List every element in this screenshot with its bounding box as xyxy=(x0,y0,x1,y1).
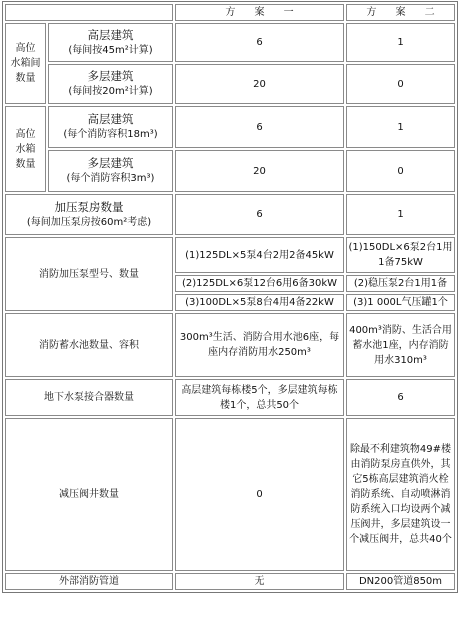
valve-well-b: 除最不利建筑物49#楼由消防泵房直供外，其它5栋高层建筑消火栓消防系统、自动喷淋消防系统入口均设两个减压阀井，多层建筑设一个减压阀井，总共40个 xyxy=(346,418,455,571)
outdoor-pipe-b: DN200管道850m xyxy=(346,573,455,590)
adapter-a: 高层建筑每栋楼5个，多层建筑每栋楼1个，总共50个 xyxy=(175,379,344,416)
tank-room-high-name: 高层建筑 xyxy=(87,27,134,42)
scheme-comparison-table xyxy=(2,1,458,593)
pump-model-label: 消防加压泵型号、数量 xyxy=(5,237,173,311)
tank-room-high-label xyxy=(48,23,173,62)
valve-well-a: 0 xyxy=(175,418,344,571)
tank-room-multi-b: 0 xyxy=(346,64,455,104)
tank-group-label: 高位 水箱 数量 xyxy=(5,106,46,192)
header-row xyxy=(5,4,455,21)
header-blank-cell xyxy=(5,4,173,21)
outdoor-pipe-label: 外部消防管道 xyxy=(5,573,173,590)
tank-high-label xyxy=(48,106,173,148)
pump-model-b-1: (1)150DL×6泵2台1用1备75kW xyxy=(346,237,455,273)
valve-well-label: 减压阀井数量 xyxy=(5,418,173,571)
pump-model-a-1: (1)125DL×5泵4台2用2备45kW xyxy=(175,237,344,273)
table-row xyxy=(5,237,455,273)
outdoor-pipe-a: 无 xyxy=(175,573,344,590)
tank-multi-note: (每个消防容积3m³) xyxy=(66,173,155,184)
tank-room-group-label: 高位 水箱间 数量 xyxy=(5,23,46,104)
tank-room-multi-a: 20 xyxy=(175,64,344,104)
pump-model-a-3: (3)100DL×5泵8台4用4备22kW xyxy=(175,294,344,311)
tank-room-high-note: (每间按45m²计算) xyxy=(68,44,153,56)
table-row xyxy=(5,106,455,148)
table-row xyxy=(5,379,455,416)
table-row xyxy=(5,573,455,590)
pump-room-a: 6 xyxy=(175,194,344,235)
pump-room-name: 加压泵房数量 xyxy=(54,199,124,214)
pump-room-note: (每间加压泵房按60m²考虑) xyxy=(26,216,152,228)
tank-multi-b: 0 xyxy=(346,150,455,192)
pump-model-b-2: (2)稳压泵2台1用1备 xyxy=(346,275,455,292)
table-row xyxy=(5,64,455,104)
tank-high-note: (每个消防容积18m³) xyxy=(63,129,158,140)
reservoir-a: 300m³生活、消防合用水池6座，每座内存消防用水250m³ xyxy=(175,313,344,377)
tank-multi-name: 多层建筑 xyxy=(87,156,134,170)
table-row xyxy=(5,23,455,62)
pump-room-b: 1 xyxy=(346,194,455,235)
tank-room-high-b: 1 xyxy=(346,23,455,62)
tank-room-multi-name: 多层建筑 xyxy=(87,69,134,83)
adapter-label: 地下水泵接合器数量 xyxy=(5,379,173,416)
pump-model-a-2: (2)125DL×6泵12台6用6备30kW xyxy=(175,275,344,292)
table-row xyxy=(5,418,455,571)
table-row xyxy=(5,194,455,235)
tank-multi-label xyxy=(48,150,173,192)
tank-room-multi-note: (每间按20m²计算) xyxy=(68,86,153,97)
tank-multi-a: 20 xyxy=(175,150,344,192)
reservoir-b: 400m³消防、生活合用蓄水池1座，内存消防用水310m³ xyxy=(346,313,455,377)
table-row xyxy=(5,150,455,192)
header-scheme-2: 方 案 二 xyxy=(346,4,455,21)
tank-high-b: 1 xyxy=(346,106,455,148)
adapter-b: 6 xyxy=(346,379,455,416)
reservoir-label: 消防蓄水池数量、容积 xyxy=(5,313,173,377)
tank-room-multi-label xyxy=(48,64,173,104)
tank-high-a: 6 xyxy=(175,106,344,148)
tank-room-high-a: 6 xyxy=(175,23,344,62)
tank-high-name: 高层建筑 xyxy=(87,112,134,126)
pump-model-b-3: (3)1 000L气压罐1个 xyxy=(346,294,455,311)
pump-room-label xyxy=(5,194,173,235)
table-row xyxy=(5,313,455,377)
header-scheme-1: 方 案 一 xyxy=(175,4,344,21)
